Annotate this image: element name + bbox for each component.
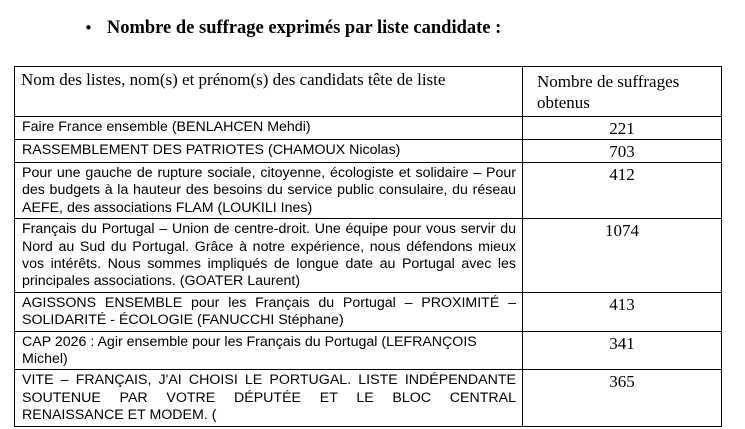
table-row: [15, 117, 722, 140]
section-heading-text: Nombre de suffrage exprimés par liste candidate :: [106, 17, 502, 38]
votes-cell: 413: [523, 292, 722, 331]
list-name-cell: Français du Portugal – Union de centre-droit. Une équipe pour vous servir du Nord au Sud du Portugal. Grâce à notre expérience, nous défendons mieux vos intérêts. Nous sommes impliqués de longue date au Portugal avec les principales associations. (GOATER Laurent): [15, 219, 523, 293]
votes-cell: 703: [523, 140, 722, 163]
bullet-icon: •: [84, 19, 93, 37]
table-row: [15, 219, 722, 293]
votes-cell: 365: [523, 370, 722, 426]
results-table: [14, 66, 722, 427]
votes-cell: 221: [523, 117, 722, 140]
table-row: [15, 370, 722, 426]
list-name-cell: RASSEMBLEMENT DES PATRIOTES (CHAMOUX Nicolas): [15, 140, 523, 163]
header-votes: Nombre de suffrages obtenus: [523, 67, 722, 117]
votes-cell: 412: [523, 163, 722, 219]
list-name-cell: Faire France ensemble (BENLAHCEN Mehdi): [15, 117, 523, 140]
table-header-row: [15, 67, 722, 117]
votes-cell: 341: [523, 331, 722, 370]
table-row: [15, 331, 722, 370]
list-name-cell: VITE – FRANÇAIS, J'AI CHOISI LE PORTUGAL. LISTE INDÉPENDANTE SOUTENUE PAR VOTRE DÉPUTÉE ET LE BLOC CENTRAL RENAISSANCE ET MODEM. (: [15, 370, 523, 426]
list-name-cell: AGISSONS ENSEMBLE pour les Français du Portugal – PROXIMITÉ – SOLIDARITÉ - ÉCOLOGIE (FANUCCHI Stéphane): [15, 292, 523, 331]
table-row: [15, 292, 722, 331]
section-heading: [84, 14, 501, 42]
header-list-names: Nom des listes, nom(s) et prénom(s) des candidats tête de liste: [15, 67, 523, 117]
list-name-cell: CAP 2026 : Agir ensemble pour les Français du Portugal (LEFRANÇOIS Michel): [15, 331, 523, 370]
votes-cell: 1074: [523, 219, 722, 293]
table-row: [15, 140, 722, 163]
list-name-cell: Pour une gauche de rupture sociale, citoyenne, écologiste et solidaire – Pour des budgets à la hauteur des besoins du service public consulaire, du réseau AEFE, des associations FLAM (LOUKILI Ines): [15, 163, 523, 219]
table-row: [15, 163, 722, 219]
